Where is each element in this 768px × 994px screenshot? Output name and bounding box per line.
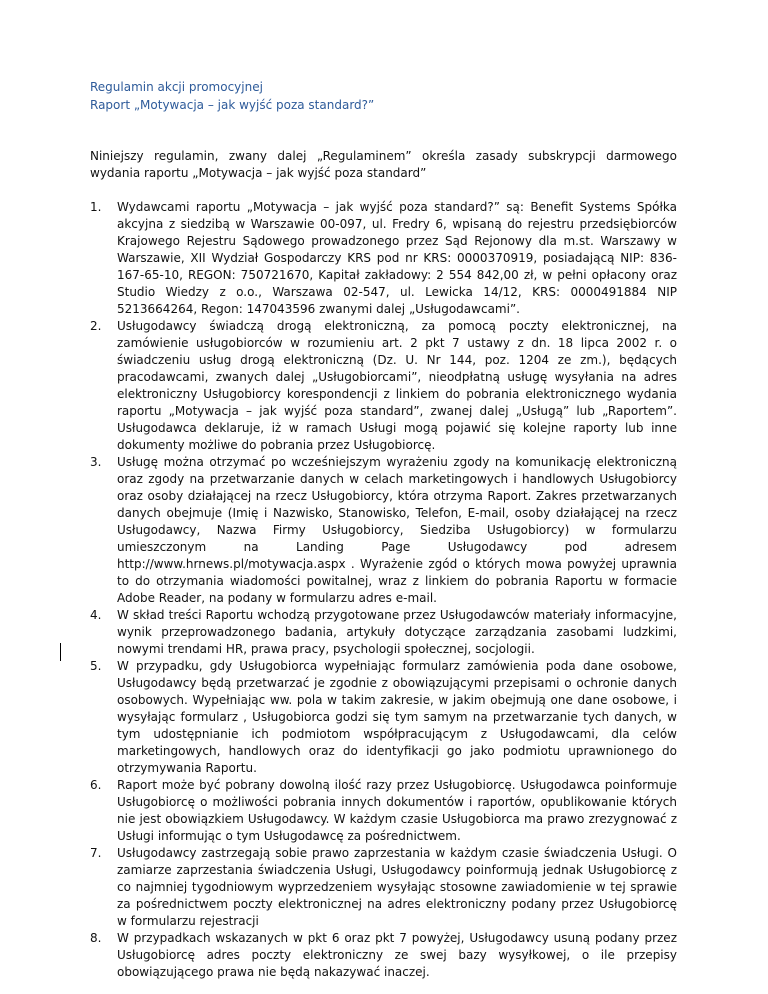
- rule-item-2: [90, 318, 677, 454]
- rule-number: 3.: [90, 455, 102, 469]
- rule-item-6: [90, 777, 677, 845]
- rule-text: Usługę można otrzymać po wcześniejszym wyrażeniu zgody na komunikację elektroniczną oraz zgody na przetwarzanie danych w celach marketingowych i handlowych Usługobiorcy oraz osoby działającej na rzecz Usługobiorcy, która otrzyma Raport. Zakres przetwarzanych danych obejmuje (Imię i Nazwisko, Stanowisko, Telefon, E-mail, osoby działającej na rzecz Usługodawcy, Nazwa Firmy Usługobiorcy, Siedziba Usługobiorcy) w formularzu umieszczonym na Landing Page Usługodawcy pod adresem http://www.hrnews.pl/motywacja.aspx . Wyrażenie zgód o których mowa powyżej uprawnia to do otrzymania wiadomości powitalnej, wraz z linkiem do pobrania Raportu w formacie Adobe Reader, na podany w formularzu adres e-mail.: [117, 455, 677, 605]
- rule-text: W przypadku, gdy Usługobiorca wypełniając formularz zamówienia poda dane osobowe, Usługodawcy będą przetwarzać je zgodnie z obowiązującymi przepisami o ochronie danych osobowych. Wypełniając ww. pola w takim zakresie, w jakim obejmują one dane osobowe, i wysyłając formularz , Usługobiorca godzi się tym samym na przetwarzanie tych danych, w tym udostępnianie ich podmiotom współpracującym z Usługodawcami, dla celów marketingowych, handlowych oraz do identyfikacji go jako podmiotu uprawnionego do otrzymywania Raportu.: [117, 659, 677, 775]
- rule-number: 8.: [90, 931, 102, 945]
- title-line-1: Regulamin akcji promocyjnej: [90, 80, 263, 94]
- rule-text: W skład treści Raportu wchodzą przygotowane przez Usługodawców materiały informacyjne, wynik przeprowadzonego badania, artykuły dotyczące zarządzania zasobami ludzkimi, nowymi trendami HR, prawa pracy, psychologii społecznej, socjologii.: [117, 608, 677, 656]
- rule-number: 1.: [90, 200, 102, 214]
- rule-number: 4.: [90, 608, 102, 622]
- rule-item-1: [90, 199, 677, 318]
- rule-item-3: [90, 454, 677, 607]
- rule-item-5: [90, 658, 677, 777]
- rule-item-4: [90, 607, 677, 658]
- rule-number: 7.: [90, 846, 102, 860]
- rule-number: 5.: [90, 659, 102, 673]
- document-title: [90, 78, 677, 114]
- rule-text: W przypadkach wskazanych w pkt 6 oraz pkt 7 powyżej, Usługodawcy usuną podany przez Usługobiorcę adres poczty elektroniczny ze swej bazy wysyłkowej, o ile przepisy obowiązującego prawa nie będą nakazywać inaczej.: [117, 931, 677, 979]
- rules-list: [90, 199, 677, 981]
- rule-text: Raport może być pobrany dowolną ilość razy przez Usługobiorcę. Usługodawca poinformuje Usługobiorcę o możliwości pobrania innych dokumentów i raportów, opublikowanie których nie jest obowiązkiem Usługodawcy. W każdym czasie Usługobiorca ma prawo zrezygnować z Usługi informując o tym Usługodawcę za pośrednictwem.: [117, 778, 677, 843]
- rule-number: 2.: [90, 319, 102, 333]
- rule-item-7: [90, 845, 677, 930]
- text-cursor-mark: [60, 643, 61, 661]
- rule-text: Usługodawcy świadczą drogą elektroniczną, za pomocą poczty elektronicznej, na zamówienie usługobiorców w rozumieniu art. 2 pkt 7 ustawy z dn. 18 lipca 2002 r. o świadczeniu usług drogą elektroniczną (Dz. U. Nr 144, poz. 1204 ze zm.), będących pracodawcami, zwanych dalej „Usługobiorcami”, nieodpłatną usługę wysyłania na adres elektroniczny Usługobiorcy korespondencji z linkiem do pobrania elektronicznego wydania raportu „Motywacja – jak wyjść poza standard”, zwanej dalej „Usługą” lub „Raportem”. Usługodawca deklaruje, iż w ramach Usługi mogą pojawić się kolejne raporty lub inne dokumenty możliwe do pobrania przez Usługobiorcę.: [117, 319, 677, 452]
- rule-text: Usługodawcy zastrzegają sobie prawo zaprzestania w każdym czasie świadczenia Usługi. O zamiarze zaprzestania świadczenia Usługi, Usługodawcy poinformują jednak Usługobiorcę z co najmniej tygodniowym wyprzedzeniem wysyłając stosowne zawiadomienie w tej sprawie za pośrednictwem poczty elektronicznej na adres elektroniczny podany przez Usługobiorcę w formularzu rejestracji: [117, 846, 677, 928]
- document-page: [90, 78, 677, 981]
- title-line-2: Raport „Motywacja – jak wyjść poza standard?”: [90, 98, 375, 112]
- rule-text: Wydawcami raportu „Motywacja – jak wyjść poza standard?” są: Benefit Systems Spółka akcyjna z siedzibą w Warszawie 00-097, ul. Fredry 6, wpisaną do rejestru przedsiębiorców Krajowego Rejestru Sądowego prowadzonego przez Sąd Rejonowy dla m.st. Warszawy w Warszawie, XII Wydział Gospodarczy KRS pod nr KRS: 0000370919, posiadającą NIP: 836-167-65-10, REGON: 750721670, Kapitał zakładowy: 2 554 842,00 zł, w pełni opłacony oraz Studio Wiedzy z o.o., Warszawa 02-547, ul. Lewicka 14/12, KRS: 0000491884 NIP 5213664264, Regon: 147043596 zwanymi dalej „Usługodawcami”.: [117, 200, 677, 316]
- rule-number: 6.: [90, 778, 102, 792]
- intro-paragraph: Niniejszy regulamin, zwany dalej „Regulaminem” określa zasady subskrypcji darmowego wydania raportu „Motywacja – jak wyjść poza standard”: [90, 149, 677, 180]
- rule-item-8: [90, 930, 677, 981]
